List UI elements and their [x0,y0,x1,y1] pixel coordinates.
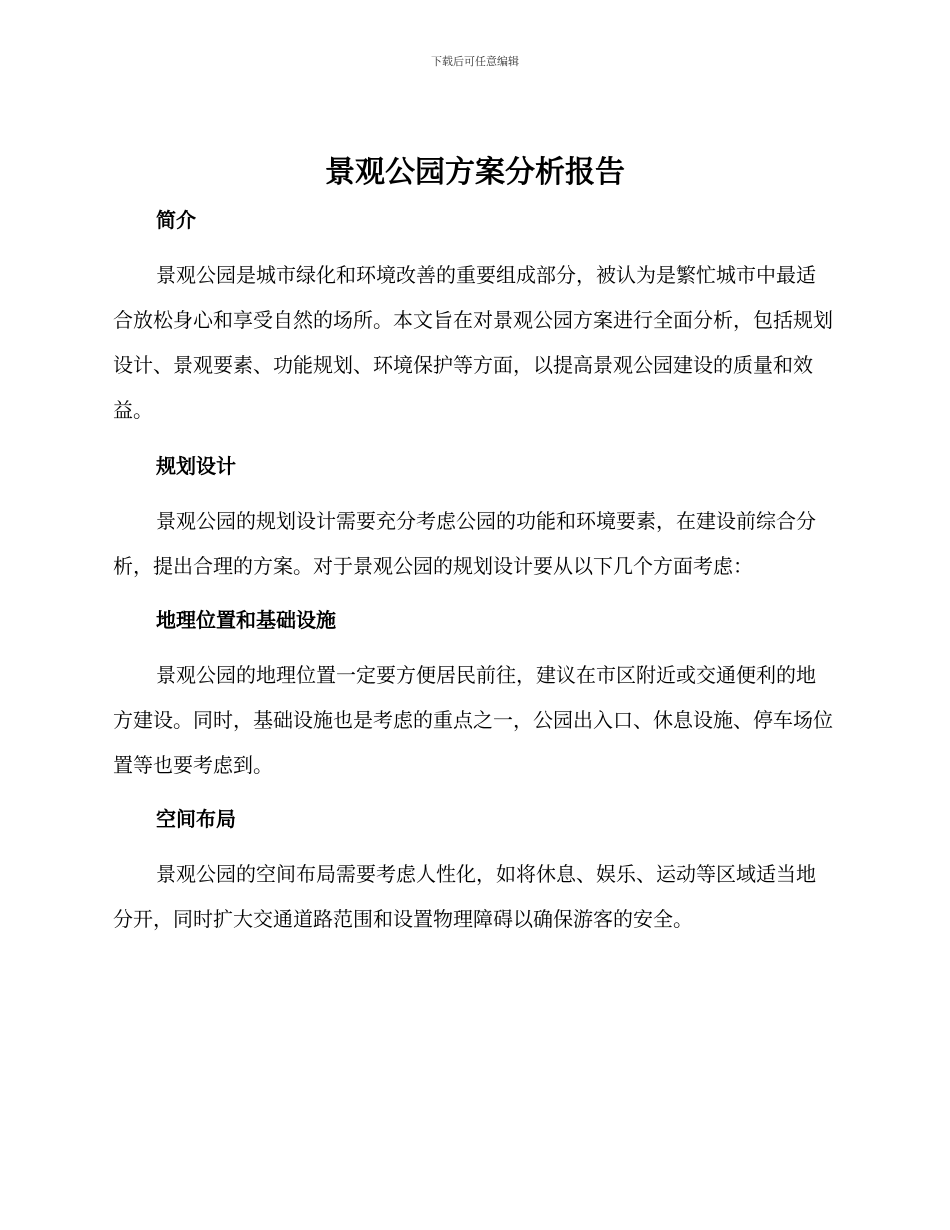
document-body [113,205,833,942]
section-heading-intro: 简介 [156,208,196,232]
document-title: 景观公园方案分析报告 [325,155,625,190]
section-heading-planning: 规划设计 [156,454,236,478]
section-paragraph-space-layout: 景观公园的空间布局需要考虑人性化，如将休息、娱乐、运动等区域适当地分开，同时扩大交通道路范围和设置物理障碍以确保游客的安全。 [113,862,816,931]
page-header-note: 下载后可任意编辑 [431,55,519,68]
section-heading-location: 地理位置和基础设施 [156,608,336,632]
section-paragraph-planning: 景观公园的规划设计需要充分考虑公园的功能和环境要素，在建设前综合分析，提出合理的方案。对于景观公园的规划设计要从以下几个方面考虑： [113,509,816,578]
section-paragraph-location: 景观公园的地理位置一定要方便居民前往，建议在市区附近或交通便利的地方建设。同时，基础设施也是考虑的重点之一，公园出入口、休息设施、停车场位置等也要考虑到。 [113,663,833,777]
section-heading-space-layout: 空间布局 [156,807,236,831]
section-paragraph-intro: 景观公园是城市绿化和环境改善的重要组成部分，被认为是繁忙城市中最适合放松身心和享受自然的场所。本文旨在对景观公园方案进行全面分析，包括规划设计、景观要素、功能规划、环境保护等方面，以提高景观公园建设的质量和效益。 [113,263,833,422]
